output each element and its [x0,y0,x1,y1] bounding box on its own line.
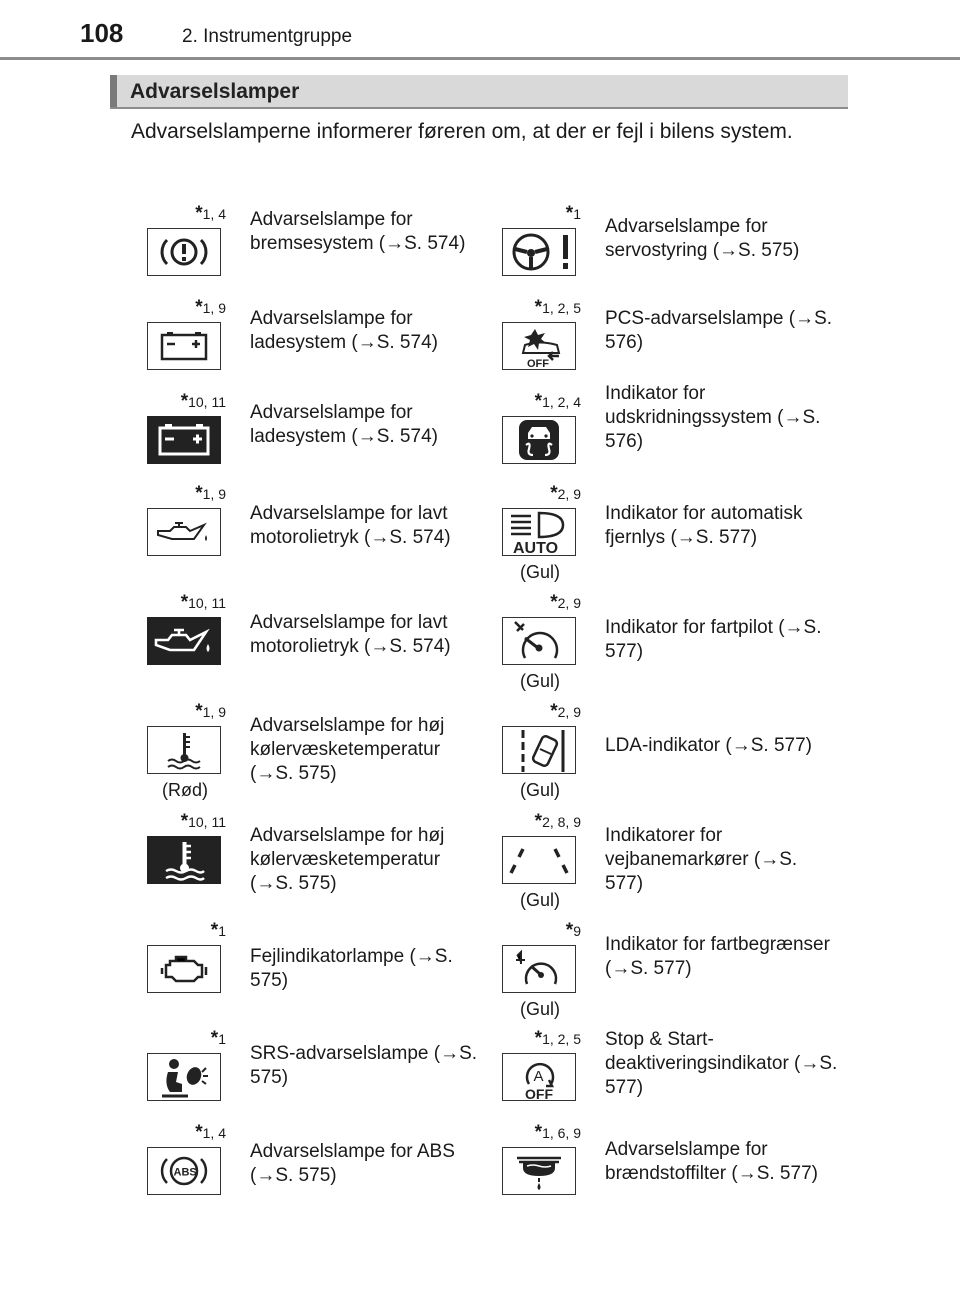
lane-markers-icon [502,836,576,884]
entry-description: Advarselslampe for ladesystem (→S. 574) [250,402,438,447]
color-note: (Gul) [520,671,560,691]
color-note: (Gul) [520,562,560,582]
entry-speed-limiter [502,920,852,1025]
page-number: 108 [80,18,124,48]
entry-description: Advarselslampe for servostyring (→S. 575) [605,216,800,261]
entry-oil-pressure-dark [147,592,497,697]
entry-power-steering [502,203,852,308]
srs-airbag-icon [147,1053,221,1101]
skid-indicator-icon [502,416,576,464]
entry-description: Indikator for automatisk fjernlys (→S. 577) [605,503,803,548]
battery-dark-icon [147,416,221,464]
entry-auto-high-beam [502,483,852,588]
header-rule [0,57,960,60]
footnote-ref: *2, 9 [550,483,581,504]
entry-description: Stop & Start-deaktiveringsindikator (→S. 577) [605,1029,838,1098]
battery-icon [147,322,221,370]
entry-abs [147,1122,497,1227]
footnote-ref: *1, 2, 5 [534,297,581,318]
entry-description: Advarselslampe for ladesystem (→S. 574) [250,308,438,353]
entry-fuel-filter [502,1122,852,1227]
color-note: (Gul) [520,999,560,1019]
entry-description: Advarselslampe for lavt motorolietryk (→S. 574) [250,503,451,548]
footnote-ref: *1 [210,920,226,941]
entry-charging [147,297,497,402]
coolant-temperature-icon [147,726,221,774]
stop-start-off-label: OFF [525,1086,553,1100]
entry-brake [147,203,497,308]
entry-description: Advarselslampe for ABS (→S. 575) [250,1141,455,1186]
footnote-ref: *1, 4 [195,203,226,224]
footnote-ref: *10, 11 [180,391,226,412]
pcs-off-label: OFF [527,358,549,369]
entry-description: LDA-indikator (→S. 577) [605,735,812,756]
abs-icon [147,1147,221,1195]
entry-description: Indikator for fartbegrænser (→S. 577) [605,934,830,979]
footnote-ref: *1, 9 [195,483,226,504]
color-note: (Rød) [162,780,208,800]
stop-start-letter: A [533,1068,544,1085]
speed-limiter-icon [502,945,576,993]
abs-label: ABS [173,1166,197,1179]
brake-warning-icon [147,228,221,276]
entry-description: SRS-advarselslampe (→S. 575) [250,1043,478,1088]
footnote-ref: *2, 9 [550,592,581,613]
footnote-ref: *1, 9 [195,297,226,318]
footnote-ref: *9 [565,920,581,941]
entry-description: Advarselslampe for høj kølervæsketemperatur (→S. 575) [250,825,445,894]
footnote-ref: *1, 4 [195,1122,226,1143]
footnote-ref: *10, 11 [180,592,226,613]
entry-description: Fejlindikatorlampe (→S. 575) [250,946,453,991]
footnote-ref: *1, 2, 5 [534,1028,581,1049]
coolant-temperature-dark-icon [147,836,221,884]
entry-description: Indikator for udskridningssystem (→S. 576) [605,383,821,452]
footnote-ref: *1, 2, 4 [534,391,581,412]
footnote-ref: *10, 11 [180,811,226,832]
footnote-ref: *2, 8, 9 [534,811,581,832]
entry-description: Advarselslampe for brændstoffilter (→S. 577) [605,1139,818,1184]
pcs-off-icon [502,322,576,370]
color-note: (Gul) [520,890,560,910]
oil-pressure-icon [147,508,221,556]
intro-text: Advarselslamperne informerer føreren om, at der er fejl i bilens system. [131,120,793,143]
entry-stop-start [502,1028,852,1133]
entry-description: Advarselslampe for høj kølervæsketemperatur (→S. 575) [250,715,445,784]
fuel-filter-icon [502,1147,576,1195]
entry-lda [502,701,852,806]
section-title: Advarselslamper [130,80,300,103]
auto-label: AUTO [513,540,559,555]
entry-description: Indikatorer for vejbanemarkører (→S. 577) [605,825,798,894]
entry-srs [147,1028,497,1133]
entry-description: Advarselslampe for bremsesystem (→S. 574) [250,209,466,254]
entry-check-engine [147,920,497,1025]
entry-cruise-control [502,592,852,697]
footnote-ref: *1, 6, 9 [534,1122,581,1143]
footnote-ref: *2, 9 [550,701,581,722]
section-accent [110,75,117,109]
entry-description: Indikator for fartpilot (→S. 577) [605,617,822,662]
entry-description: PCS-advarselslampe (→S. 576) [605,308,833,353]
footnote-ref: *1 [210,1028,226,1049]
entry-coolant [147,701,497,806]
power-steering-warning-icon [502,228,576,276]
entry-skid [502,383,852,496]
auto-high-beam-icon [502,508,576,556]
entry-lane-markers [502,811,852,916]
entry-charging-dark [147,391,497,496]
footnote-ref: *1 [565,203,581,224]
check-engine-icon [147,945,221,993]
entry-description: Advarselslampe for lavt motorolietryk (→S. 574) [250,612,451,657]
lda-icon [502,726,576,774]
color-note: (Gul) [520,780,560,800]
entry-coolant-dark [147,811,497,916]
cruise-control-icon [502,617,576,665]
entry-oil-pressure [147,483,497,588]
section-header [110,75,848,109]
section-underline [110,107,848,109]
oil-pressure-dark-icon [147,617,221,665]
stop-start-off-icon [502,1053,576,1101]
chapter-title: 2. Instrumentgruppe [182,26,353,47]
footnote-ref: *1, 9 [195,701,226,722]
